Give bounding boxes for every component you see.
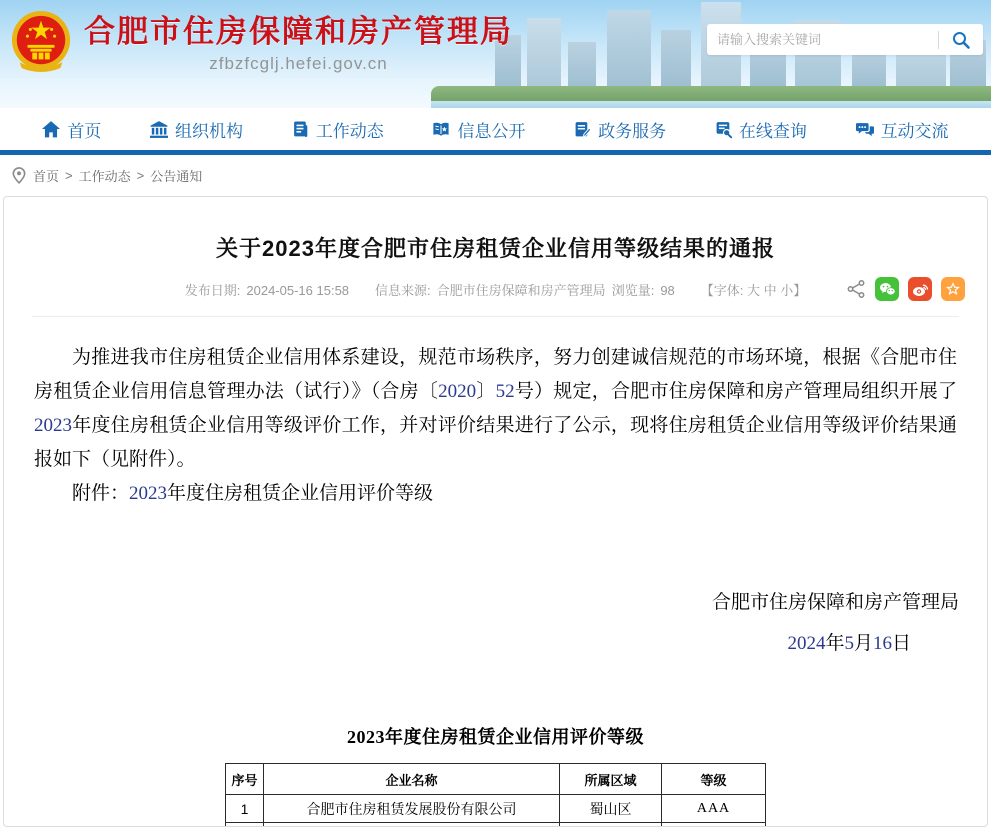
sig-day-unit: 日 (891, 633, 911, 654)
sig-month: 5 (844, 633, 854, 654)
nav-item-online-query[interactable] (715, 117, 807, 142)
nav-label: 政务服务 (598, 121, 667, 141)
search-bar[interactable] (707, 24, 983, 55)
body-text: 〕 (476, 381, 496, 402)
table-title: 2023年度住房租赁企业信用评价等级 (347, 727, 644, 747)
body-text: 年度住房租赁企业信用等级评价工作，并对评价结果进行了公示，现将住房租赁企业信用等级评价结果通报如下（见附件）。 (34, 415, 957, 470)
cell-company: 合肥市住房租赁发展股份有限公司 (264, 795, 560, 823)
nav-label: 首页 (67, 121, 102, 141)
font-size-control[interactable]: 【字体: 大 中 小】 (700, 283, 807, 298)
search-icon (951, 30, 971, 50)
nav-item-organization[interactable] (150, 117, 243, 142)
header-cell-grade: 等级 (662, 764, 766, 795)
header-cell-company: 企业名称 (264, 764, 560, 795)
nav-item-work-news[interactable] (292, 117, 384, 142)
article-meta-row (4, 280, 987, 302)
header-cell-no: 序号 (226, 764, 264, 795)
sig-day: 16 (872, 633, 892, 654)
share-favorite-button[interactable] (941, 277, 965, 301)
attachment-table-section (4, 723, 987, 826)
body-number: 2020 (438, 381, 477, 402)
share-weibo-button[interactable] (908, 277, 932, 301)
sig-year-unit: 年 (825, 633, 845, 654)
table-row (226, 795, 766, 823)
nav-label: 互动交流 (880, 121, 949, 141)
weibo-icon (912, 282, 929, 297)
attachment-label: 附件： (72, 483, 130, 504)
cell-no: 1 (226, 795, 264, 823)
nav-label: 组织机构 (175, 121, 244, 141)
body-paragraph (34, 341, 957, 477)
publish-date-label: 发布日期: (184, 283, 241, 298)
location-pin-icon (12, 167, 26, 184)
article-signature (4, 587, 987, 655)
breadcrumb-work-news[interactable]: 工作动态 (78, 169, 131, 184)
breadcrumb-home[interactable]: 首页 (33, 169, 60, 184)
breadcrumb-separator: > (136, 168, 145, 183)
chat-icon (856, 121, 874, 138)
source-label: 信息来源: (375, 283, 431, 298)
document-icon (292, 121, 309, 138)
site-url: zfbzfcglj.hefei.gov.cn (209, 54, 388, 73)
pen-document-icon (574, 121, 591, 138)
sig-month-unit: 月 (853, 633, 873, 654)
signature-date (4, 628, 987, 655)
nav-item-interaction[interactable] (856, 117, 949, 142)
breadcrumb-announcements[interactable]: 公告通知 (150, 169, 203, 184)
body-text: 号）规定，合肥市住房保障和房产管理局组织开展了 (514, 381, 957, 402)
wechat-icon (879, 282, 896, 297)
article-title: 关于2023年度合肥市住房租赁企业信用等级结果的通报 (216, 236, 775, 261)
nav-item-home[interactable] (42, 117, 101, 142)
home-icon (42, 121, 60, 138)
site-title: 合肥市住房保障和房产管理局 (84, 14, 513, 49)
views-label: 浏览量: (611, 283, 655, 298)
search-input[interactable] (707, 32, 938, 47)
body-number: 52 (495, 381, 515, 402)
body-text: 为推进我市住房租赁企业信用体系建设，规范市场秩序，努力创建诚信规范的市场环境，根据《合肥市住房租赁企业信用信息管理办法（试行）》（合房〔 (34, 347, 957, 402)
publish-date: 2024-05-16 15:58 (246, 283, 350, 298)
site-brand[interactable] (10, 8, 513, 76)
views-count: 98 (660, 283, 675, 298)
national-emblem-icon (10, 8, 72, 74)
bank-icon (150, 121, 168, 138)
attachment-line (34, 477, 957, 511)
share-nodes-icon[interactable] (846, 279, 866, 299)
breadcrumb-separator: > (65, 168, 73, 183)
body-number: 2023 (34, 415, 72, 436)
attachment-text: 年度住房租赁企业信用评价等级 (167, 483, 434, 504)
site-header (0, 0, 991, 108)
nav-item-gov-services[interactable] (574, 117, 666, 142)
source-value: 合肥市住房保障和房产管理局 (436, 283, 606, 298)
cell-grade: AAA (662, 795, 766, 823)
cell-district: 蜀山区 (560, 795, 662, 823)
table-row-partial (226, 823, 766, 826)
header-cell-district: 所属区域 (560, 764, 662, 795)
credit-rating-table (225, 763, 766, 826)
nav-label: 信息公开 (457, 121, 526, 141)
article-meta (4, 280, 987, 299)
nav-label: 在线查询 (738, 121, 807, 141)
signature-organization: 合肥市住房保障和房产管理局 (711, 592, 959, 613)
share-wechat-button[interactable] (875, 277, 899, 301)
search-document-icon (715, 121, 732, 138)
table-header-row (226, 764, 766, 795)
breadcrumb (0, 155, 991, 196)
article-body (4, 317, 987, 511)
article-container (3, 196, 988, 827)
nav-item-info-disclosure[interactable] (432, 117, 525, 142)
nav-label: 工作动态 (315, 121, 384, 141)
attachment-number: 2023 (129, 483, 168, 504)
open-book-icon (432, 121, 450, 138)
star-icon (945, 281, 961, 297)
search-button[interactable] (939, 24, 983, 55)
main-nav (0, 108, 991, 155)
share-toolbar (846, 277, 965, 301)
sig-year: 2024 (787, 633, 826, 654)
